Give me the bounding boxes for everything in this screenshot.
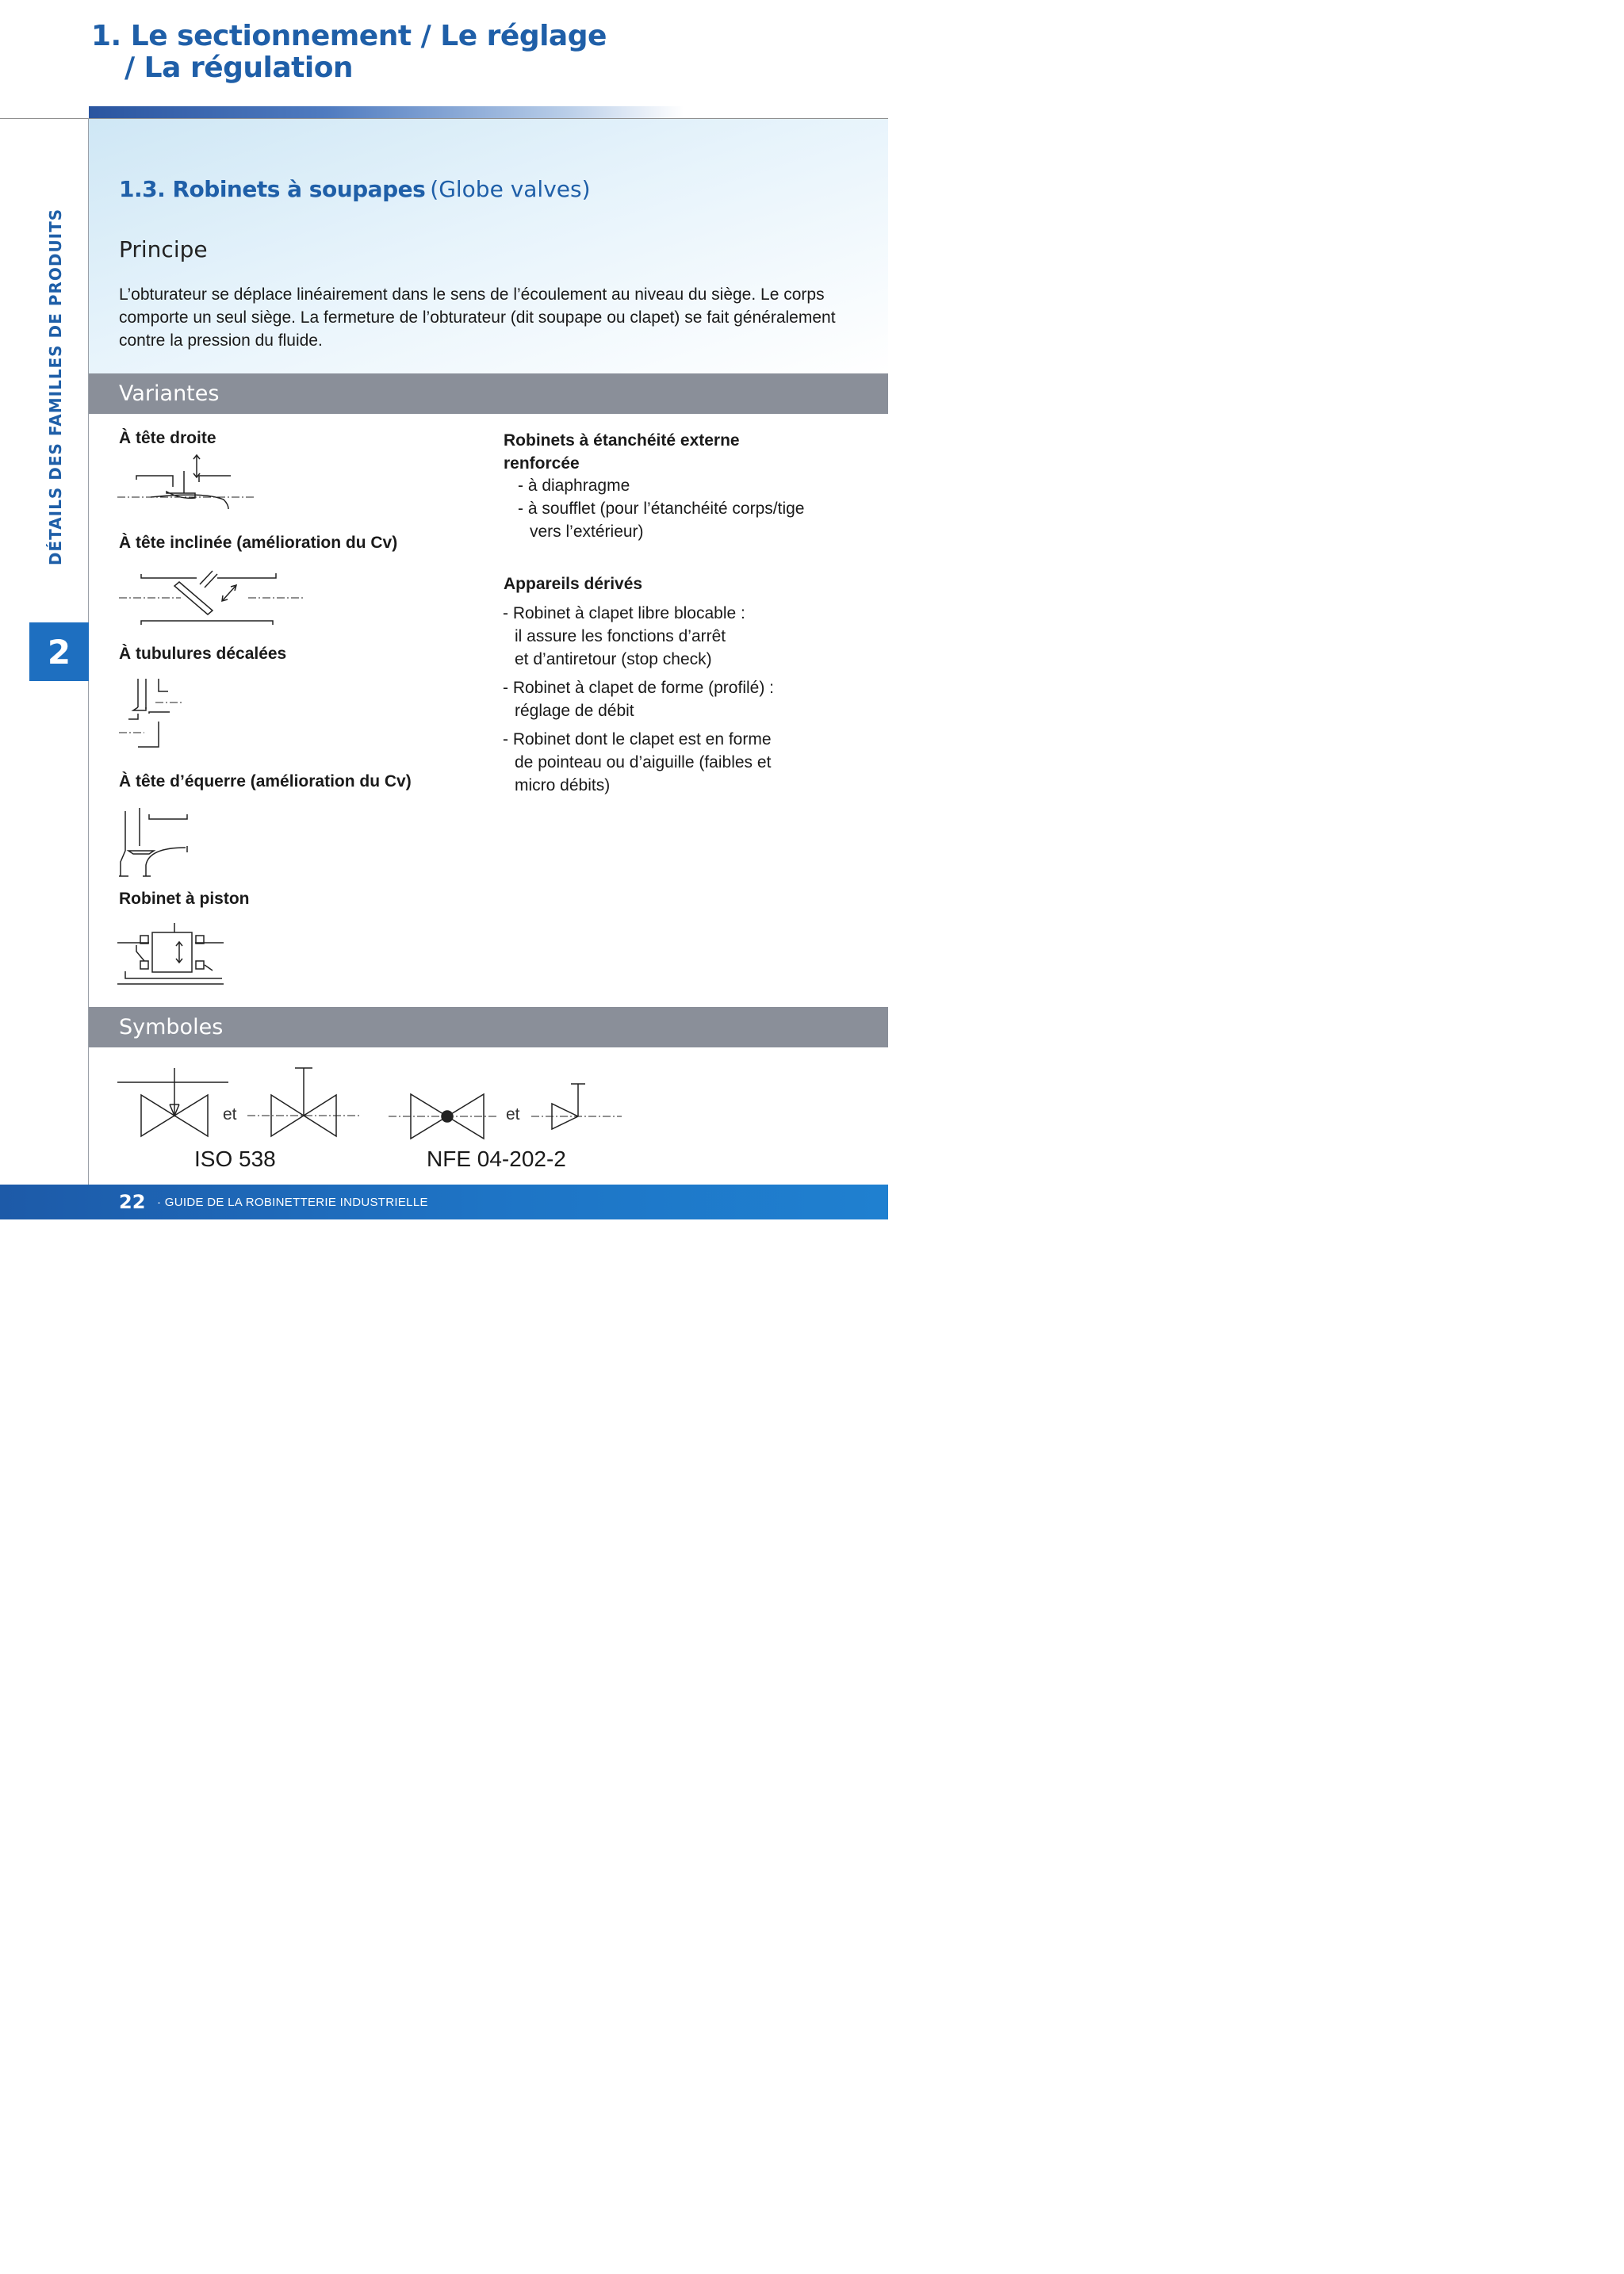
oblique-globe-valve-diagram bbox=[117, 565, 308, 628]
external-seal-title-line-1: Robinets à étanchéité externe bbox=[504, 431, 740, 450]
variant-label: À tête droite bbox=[119, 429, 216, 447]
piston-valve-diagram bbox=[117, 921, 228, 989]
external-seal-list bbox=[518, 474, 804, 543]
list-item: - à soufflet (pour l’étanchéité corps/tige vers l’extérieur) bbox=[518, 500, 805, 541]
nfe-globe-valve-symbol-1 bbox=[389, 1093, 500, 1140]
derived-devices-list bbox=[503, 602, 774, 802]
external-seal-title bbox=[504, 429, 740, 475]
iso-538-label: ISO 538 bbox=[194, 1147, 276, 1171]
and-word: et bbox=[506, 1105, 520, 1124]
page-title bbox=[91, 21, 607, 84]
list-item: - Robinet dont le clapet est en forme de pointeau ou d’aiguille (faibles et micro débits) bbox=[503, 730, 772, 794]
section-title bbox=[119, 176, 591, 202]
list-item: - à diaphragme bbox=[518, 477, 630, 495]
angle-globe-valve-diagram bbox=[117, 805, 197, 880]
section-title-main: 1.3. Robinets à soupapes bbox=[119, 176, 426, 202]
variant-label: À tête inclinée (amélioration du Cv) bbox=[119, 534, 398, 552]
and-word: et bbox=[223, 1105, 237, 1124]
page-title-line-2: / La régulation bbox=[124, 52, 354, 84]
straight-globe-valve-diagram bbox=[117, 452, 256, 515]
variant-label: À tubulures décalées bbox=[119, 645, 287, 663]
variantes-bar: Variantes bbox=[89, 373, 888, 414]
list-item: - Robinet à clapet libre blocable : il assure les fonctions d’arrêt et d’antiretour (stop check) bbox=[503, 604, 745, 668]
page-number: 22 bbox=[119, 1191, 146, 1213]
chapter-side-label: DÉTAILS DES FAMILLES DE PRODUITS bbox=[46, 208, 65, 566]
chapter-number-tab: 2 bbox=[29, 622, 89, 681]
offset-globe-valve-diagram bbox=[117, 676, 197, 751]
variant-label: Robinet à piston bbox=[119, 890, 250, 908]
external-seal-title-line-2: renforcée bbox=[504, 454, 580, 473]
symboles-bar: Symboles bbox=[89, 1007, 888, 1047]
page-title-line-1: 1. Le sectionnement / Le réglage bbox=[91, 20, 607, 52]
list-item: - Robinet à clapet de forme (profilé) : réglage de débit bbox=[503, 679, 774, 720]
principe-heading: Principe bbox=[119, 236, 208, 262]
header-gradient-band bbox=[89, 106, 684, 118]
footer-text: · GUIDE DE LA ROBINETTERIE INDUSTRIELLE bbox=[157, 1196, 428, 1209]
derived-devices-title: Appareils dérivés bbox=[504, 575, 643, 593]
iso-globe-valve-symbol-2 bbox=[246, 1066, 361, 1139]
page-footer bbox=[0, 1185, 888, 1219]
section-title-english: (Globe valves) bbox=[430, 176, 591, 202]
nfe-label: NFE 04-202-2 bbox=[427, 1147, 566, 1171]
nfe-globe-valve-symbol-2 bbox=[530, 1080, 625, 1135]
iso-globe-valve-symbol-1 bbox=[117, 1066, 232, 1139]
variant-label: À tête d’équerre (amélioration du Cv) bbox=[119, 772, 412, 791]
principe-text: L’obturateur se déplace linéairement dans le sens de l’écoulement au niveau du siège. Le corps comporte un seul siège. La fermeture de l’obturateur (dit soupape ou clapet) se fait généralement contre la pression du fluide. bbox=[119, 285, 836, 350]
